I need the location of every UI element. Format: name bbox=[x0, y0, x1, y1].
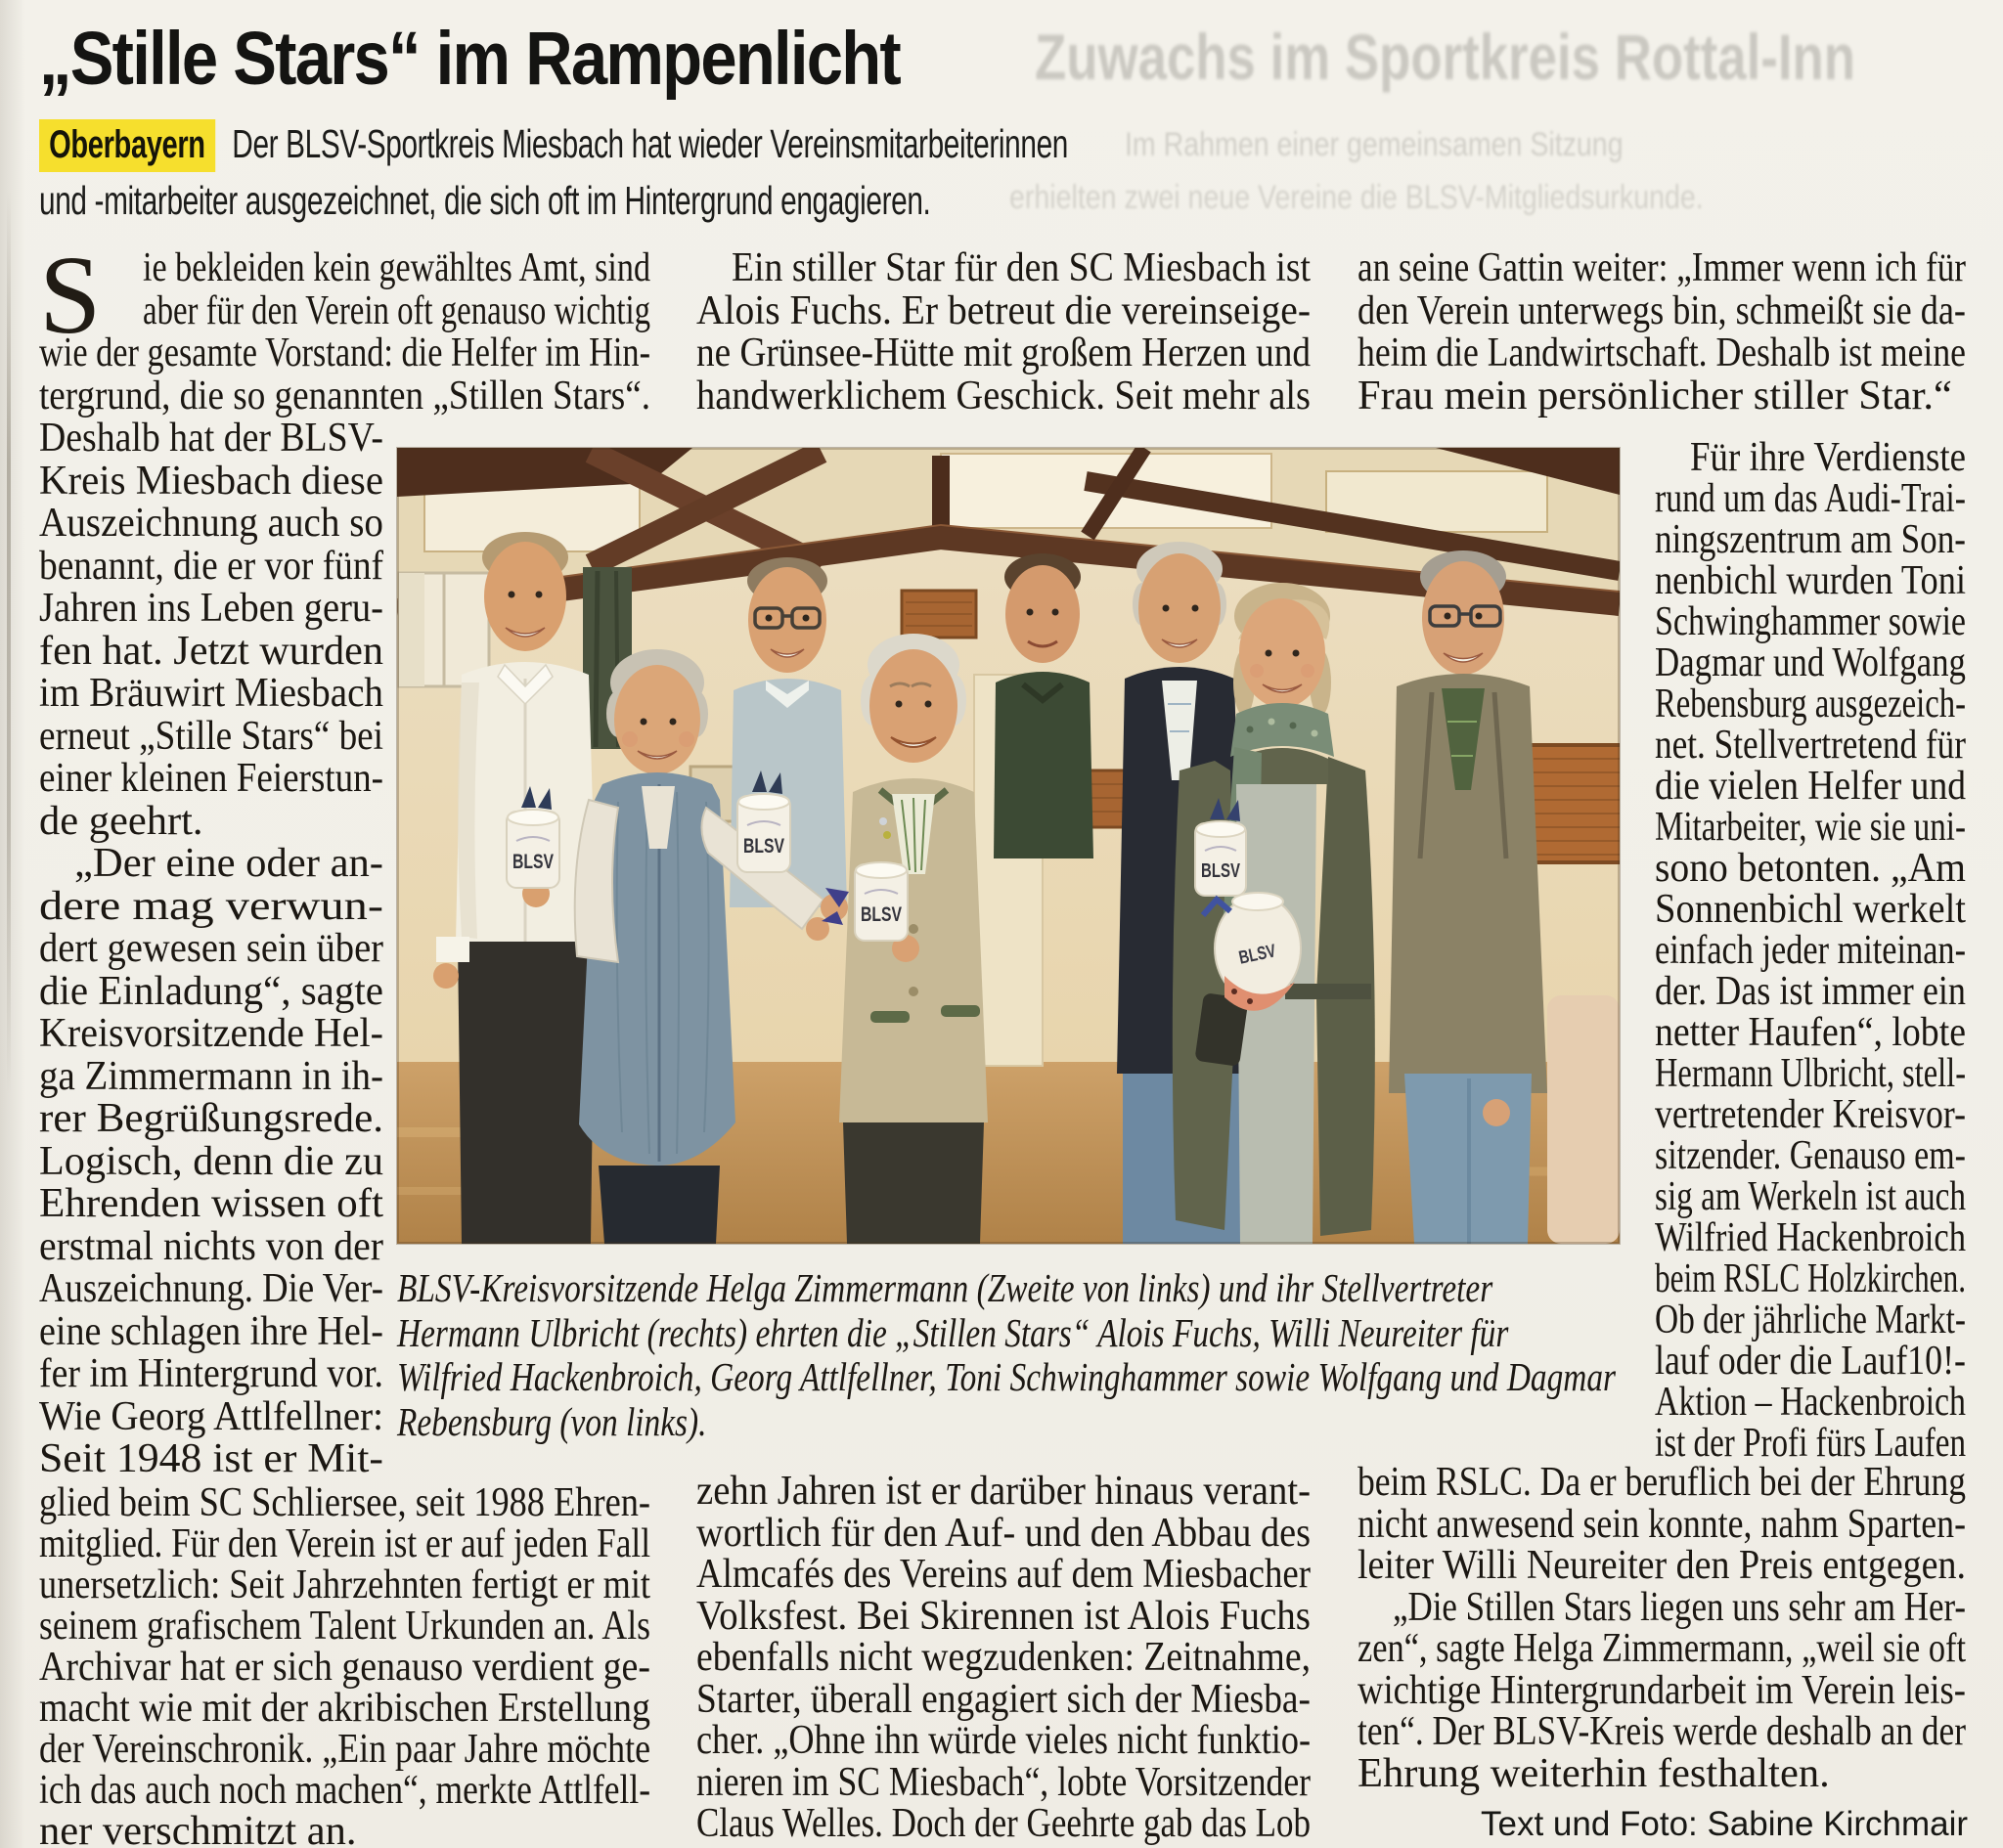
text-line: ne Grünsee-Hütte mit großem Herzen und bbox=[696, 330, 1311, 375]
text-line: rer Begrüßungsrede. bbox=[39, 1095, 383, 1141]
text-line: sitzender. Genauso em- bbox=[1655, 1132, 1966, 1178]
text-line: den Verein unterwegs bin, schmeißt sie da- bbox=[1358, 286, 1966, 333]
text-line: ten“. Der BLSV-Kreis werde deshalb an der bbox=[1358, 1708, 1966, 1754]
text-line: Starter, überall engagiert sich der Miesba- bbox=[696, 1675, 1311, 1722]
text-line: Hermann Ulbricht, stell- bbox=[1655, 1050, 1966, 1096]
text-line: lauf oder die Lauf10!- bbox=[1655, 1338, 1966, 1384]
text-line: Alois Fuchs. Er betreut die vereinseige- bbox=[696, 286, 1311, 333]
text-line: leiter Willi Neureiter den Preis entgegen. bbox=[1358, 1542, 1966, 1588]
text-line: Ehrenden wissen oft bbox=[39, 1180, 383, 1226]
text-line: ningszentrum am Son- bbox=[1655, 516, 1966, 562]
column3-above-photo bbox=[1358, 246, 1966, 417]
text-line: dere mag verwun- bbox=[39, 882, 383, 929]
text-line: „Die Stillen Stars liegen uns sehr am Her- bbox=[1393, 1583, 1966, 1630]
group-photo-illustration bbox=[397, 448, 1620, 1244]
text-line: beim RSLC Holzkirchen. bbox=[1655, 1255, 1966, 1301]
text-line: wie der gesamte Vorstand: die Helfer im Hin- bbox=[39, 330, 650, 375]
column2-above-photo bbox=[696, 246, 1311, 417]
text-line: eine schlagen ihre Hel- bbox=[39, 1307, 383, 1354]
text-line: Schwinghammer sowie bbox=[1655, 598, 1966, 644]
bleedthrough-line: Im Rahmen einer gemeinsamen Sitzung bbox=[1125, 126, 1624, 163]
standfirst-line: Der BLSV-Sportkreis Miesbach hat wieder Vereinsmitarbeiterinnen bbox=[232, 121, 1068, 166]
text-line: ner verschmitzt an. bbox=[39, 1808, 357, 1848]
text-line: Ob der jährliche Markt- bbox=[1655, 1297, 1966, 1342]
svg-text:BLSV: BLSV bbox=[1236, 938, 1290, 969]
text-line: erstmal nichts von der bbox=[39, 1222, 383, 1269]
text-line: ga Zimmermann in ih- bbox=[39, 1052, 383, 1099]
text-line: nieren im SC Miesbach“, lobte Vorsitzender bbox=[696, 1758, 1311, 1805]
text-line: ich das auch noch machen“, merkte Attlfell- bbox=[39, 1767, 650, 1813]
standfirst bbox=[39, 115, 1068, 229]
text-line: mitglied. Für den Verein ist er auf jeden Fall bbox=[39, 1520, 650, 1566]
text-line: ie bekleiden kein gewähltes Amt, sind bbox=[143, 244, 650, 290]
text-line: nicht anwesend sein konnte, nahm Sparten- bbox=[1358, 1500, 1966, 1547]
text-line: Aktion – Hackenbroich bbox=[1655, 1379, 1966, 1425]
svg-text:BLSV: BLSV bbox=[743, 835, 784, 858]
text-line: dert gewesen sein über bbox=[39, 925, 383, 971]
text-line: Auszeichnung auch so bbox=[39, 500, 383, 546]
article-headline: „Stille Stars“ im Rampenlicht bbox=[39, 17, 900, 101]
text-line: macht wie mit der akribischen Erstellung bbox=[39, 1685, 650, 1731]
text-line: der Vereinschronik. „Ein paar Jahre möchte bbox=[39, 1726, 650, 1772]
text-line: Jahren ins Leben geru- bbox=[39, 585, 383, 631]
text-line: beim RSLC. Da er beruflich bei der Ehrung bbox=[1358, 1459, 1966, 1505]
text-line: net. Stellvertretend für bbox=[1655, 722, 1966, 768]
wall-vent-large bbox=[1530, 745, 1620, 862]
text-line: ist der Profi fürs Laufen bbox=[1655, 1420, 1966, 1466]
text-line: Ehrung weiterhin festhalten. bbox=[1358, 1749, 1830, 1796]
bleedthrough-headline: Zuwachs im Sportkreis Rottal-Inn bbox=[1035, 21, 1856, 93]
svg-text:BLSV: BLSV bbox=[1201, 860, 1241, 882]
bleedthrough-line: erhielten zwei neue Vereine die BLSV-Mitgliedsurkunde. bbox=[1009, 179, 1704, 216]
column3-below-photo bbox=[1358, 1459, 1966, 1796]
credit-line: Text und Foto: Sabine Kirchmair bbox=[1480, 1805, 1968, 1843]
text-line: wortlich für den Auf- und den Abbau des bbox=[696, 1509, 1311, 1556]
column1-beside-photo bbox=[39, 417, 383, 1480]
svg-text:BLSV: BLSV bbox=[861, 903, 902, 926]
text-line: Seit 1948 ist er Mit- bbox=[39, 1435, 383, 1481]
text-line: netter Haufen“, lobte bbox=[1655, 1009, 1966, 1055]
text-line: Kreisvorsitzende Hel- bbox=[39, 1010, 383, 1056]
text-line: wichtige Hintergrundarbeit im Verein leis- bbox=[1358, 1666, 1966, 1713]
text-line: fer im Hintergrund vor. bbox=[39, 1350, 383, 1396]
text-line: Wilfried Hackenbroich, Georg Attlfellner, Toni Schwinghammer sowie Wolfgang und Dagmar bbox=[397, 1354, 1616, 1399]
text-line: Frau mein persönlicher stiller Star.“ bbox=[1358, 372, 1952, 418]
text-line: Volksfest. Bei Skirennen ist Alois Fuchs bbox=[696, 1592, 1311, 1639]
text-line: Kreis Miesbach diese bbox=[39, 457, 383, 504]
text-line: BLSV-Kreisvorsitzende Helga Zimmermann (Zweite von links) und ihr Stellvertreter bbox=[397, 1265, 1493, 1310]
text-line: Sonnenbichl werkelt bbox=[1655, 886, 1966, 932]
text-line: de geehrt. bbox=[39, 797, 203, 844]
text-line: heim die Landwirtschaft. Deshalb ist meine bbox=[1358, 330, 1966, 375]
text-line: Hermann Ulbricht (rechts) ehrten die „Stillen Stars“ Alois Fuchs, Willi Neureiter für bbox=[397, 1309, 1509, 1355]
wall-vent bbox=[902, 591, 976, 638]
text-line: sig am Werkeln ist auch bbox=[1655, 1173, 1966, 1219]
text-line: Dagmar und Wolfgang bbox=[1655, 639, 1966, 685]
text-line: Rebensburg ausgezeich- bbox=[1655, 681, 1966, 726]
text-line: zen“, sagte Helga Zimmermann, „weil sie oft bbox=[1358, 1625, 1966, 1671]
text-line: Mitarbeiter, wie sie uni- bbox=[1655, 804, 1966, 850]
standfirst-line: und -mitarbeiter ausgezeichnet, die sich oft im Hintergrund engagieren. bbox=[39, 178, 931, 223]
text-line: der. Das ist immer ein bbox=[1655, 968, 1966, 1014]
column2-below-photo bbox=[696, 1468, 1311, 1846]
column1-below-photo bbox=[39, 1479, 650, 1848]
text-line: fen hat. Jetzt wurden bbox=[39, 627, 383, 674]
column1-intro bbox=[39, 233, 650, 418]
text-line: benannt, die er vor fünf bbox=[39, 542, 383, 589]
text-line: Wie Georg Attlfellner: bbox=[39, 1392, 383, 1439]
group-photo bbox=[397, 448, 1620, 1244]
chair bbox=[1547, 995, 1620, 1244]
drop-cap: S bbox=[39, 233, 102, 357]
text-line: Wilfried Hackenbroich bbox=[1655, 1214, 1966, 1260]
scan-edge-shadow bbox=[0, 0, 25, 1848]
text-line: rund um das Audi-Trai- bbox=[1655, 475, 1966, 521]
text-line: tergrund, die so genannten „Stillen Stars“. bbox=[39, 372, 650, 418]
text-line: Claus Welles. Doch der Geehrte gab das Lob bbox=[696, 1800, 1311, 1846]
svg-text:BLSV: BLSV bbox=[512, 851, 554, 873]
photo-caption bbox=[397, 1266, 1616, 1444]
text-line: Archivar hat er sich genauso verdient ge- bbox=[39, 1644, 650, 1690]
text-line: handwerklichem Geschick. Seit mehr als bbox=[696, 372, 1311, 418]
column3-beside-photo bbox=[1655, 434, 1966, 1466]
text-line: Ein stiller Star für den SC Miesbach ist bbox=[732, 244, 1311, 290]
text-line: Logisch, denn die zu bbox=[39, 1137, 383, 1184]
text-line: Für ihre Verdienste bbox=[1690, 434, 1966, 480]
text-line: im Bräuwirt Miesbach bbox=[39, 670, 383, 716]
text-line: ebenfalls nicht wegzudenken: Zeitnahme, bbox=[696, 1634, 1311, 1680]
text-line: zehn Jahren ist er darüber hinaus verant- bbox=[696, 1468, 1311, 1514]
text-line: „Der eine oder an- bbox=[74, 840, 383, 886]
text-line: sono betonten. „Am bbox=[1655, 845, 1966, 891]
text-line: einfach jeder miteinan- bbox=[1655, 927, 1966, 973]
text-line: Auszeichnung. Die Ver- bbox=[39, 1265, 383, 1311]
text-line: Rebensburg (von links). bbox=[397, 1398, 707, 1444]
text-line: die vielen Helfer und bbox=[1655, 763, 1966, 809]
text-line: an seine Gattin weiter: „Immer wenn ich für bbox=[1358, 244, 1966, 290]
text-line: die Einladung“, sagte bbox=[39, 967, 383, 1014]
text-line: einer kleinen Feierstun- bbox=[39, 755, 383, 801]
text-line: aber für den Verein oft genauso wichtig bbox=[143, 286, 650, 333]
text-line: vertretender Kreisvor- bbox=[1655, 1091, 1966, 1137]
text-line: erneut „Stille Stars“ bei bbox=[39, 712, 383, 759]
scan-crease-line bbox=[7, 191, 11, 1095]
text-line: nenbichl wurden Toni bbox=[1655, 557, 1966, 603]
region-kicker-badge: Oberbayern bbox=[39, 119, 215, 172]
text-line: seinem grafischem Talent Urkunden an. Als bbox=[39, 1603, 650, 1649]
text-line: Almcafés des Vereins auf dem Miesbacher bbox=[696, 1551, 1311, 1597]
text-line: Deshalb hat der BLSV- bbox=[39, 415, 383, 461]
text-line: glied beim SC Schliersee, seit 1988 Ehren- bbox=[39, 1479, 650, 1525]
text-line: unersetzlich: Seit Jahrzehnten fertigt er mit bbox=[39, 1562, 650, 1607]
text-line: cher. „Ohne ihn würde vieles nicht funktio- bbox=[696, 1717, 1311, 1763]
